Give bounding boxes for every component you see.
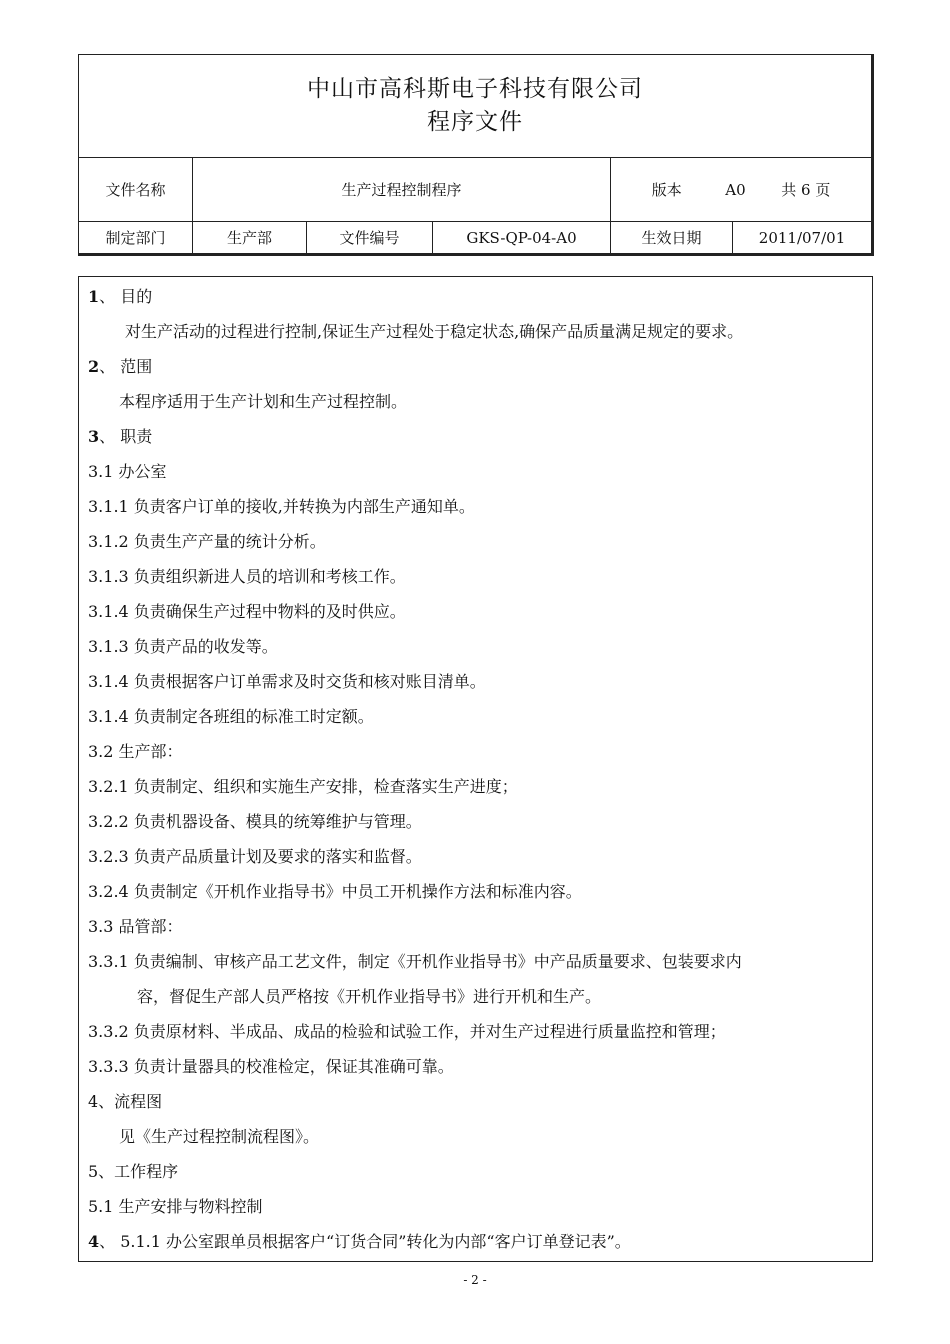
doc-number-label: 文件编号 [307, 222, 433, 255]
office-item: 3.1.3 负责产品的收发等。 [88, 637, 278, 656]
document-type: 程序文件 [427, 109, 524, 135]
quality-item: 3.3.2 负责原材料、半成品、成品的检验和试验工作，并对生产过程进行质量监控和管理； [88, 1022, 726, 1041]
production-item: 3.2.1 负责制定、组织和实施生产安排，检查落实生产进度； [88, 777, 518, 796]
section-1-text: 对生产活动的过程进行控制,保证生产过程处于稳定状态,确保产品质量满足规定的要求。 [125, 322, 744, 341]
section-4-text: 见《生产过程控制流程图》。 [119, 1127, 320, 1146]
quality-item: 3.3.1 负责编制、审核产品工艺文件，制定《开机作业指导书》中产品质量要求、包装要求内 [88, 952, 742, 971]
document-header-table [78, 54, 874, 256]
effective-date-value: 2011/07/01 [733, 222, 873, 255]
office-title: 3.1 办公室 [88, 462, 167, 481]
document-body [78, 276, 873, 1262]
company-name: 中山市高科斯电子科技有限公司 [307, 76, 644, 102]
version-label: 版本 [651, 181, 682, 199]
office-item: 3.1.1 负责客户订单的接收,并转换为内部生产通知单。 [88, 497, 475, 516]
header-title-cell [79, 55, 873, 158]
effective-date-label: 生效日期 [611, 222, 733, 255]
page-count: 共 6 页 [781, 181, 831, 199]
office-item: 3.1.4 负责确保生产过程中物料的及时供应。 [88, 602, 406, 621]
doc-name-label: 文件名称 [79, 158, 193, 222]
section-5-heading: 5、工作程序 [88, 1162, 179, 1181]
section-3-heading: 3、 职责 [88, 427, 153, 446]
section-4-heading: 4、流程图 [88, 1092, 163, 1111]
page-number: - 2 - [463, 1273, 487, 1287]
section-2-text: 本程序适用于生产计划和生产过程控制。 [119, 392, 408, 411]
section-1-heading: 1、 目的 [88, 287, 153, 306]
production-item: 3.2.3 负责产品质量计划及要求的落实和监督。 [88, 847, 422, 866]
dept-value: 生产部 [193, 222, 307, 255]
office-item: 3.1.4 负责制定各班组的标准工时定额。 [88, 707, 374, 726]
office-item: 3.1.4 负责根据客户订单需求及时交货和核对账目清单。 [88, 672, 486, 691]
production-item: 3.2.2 负责机器设备、模具的统筹维护与管理。 [88, 812, 422, 831]
dept-label: 制定部门 [79, 222, 193, 255]
doc-number-value: GKS-QP-04-A0 [433, 222, 611, 255]
section-5-1-title: 5.1 生产安排与物料控制 [88, 1197, 263, 1216]
quality-title: 3.3 品管部： [88, 917, 183, 936]
quality-item-continued: 容，督促生产部人员严格按《开机作业指导书》进行开机和生产。 [137, 987, 602, 1006]
doc-name-value: 生产过程控制程序 [193, 158, 611, 222]
section-2-heading: 2、 范围 [88, 357, 153, 376]
office-item: 3.1.3 负责组织新进人员的培训和考核工作。 [88, 567, 406, 586]
production-title: 3.2 生产部： [88, 742, 183, 761]
production-item: 3.2.4 负责制定《开机作业指导书》中员工开机操作方法和标准内容。 [88, 882, 582, 901]
version-cell [611, 158, 873, 222]
office-item: 3.1.2 负责生产产量的统计分析。 [88, 532, 326, 551]
section-5-1-1-text: 4、 5.1.1 办公室跟单员根据客户“订货合同”转化为内部“客户订单登记表”。 [88, 1232, 631, 1251]
quality-item: 3.3.3 负责计量器具的校准检定，保证其准确可靠。 [88, 1057, 454, 1076]
version-value: A0 [725, 181, 746, 199]
